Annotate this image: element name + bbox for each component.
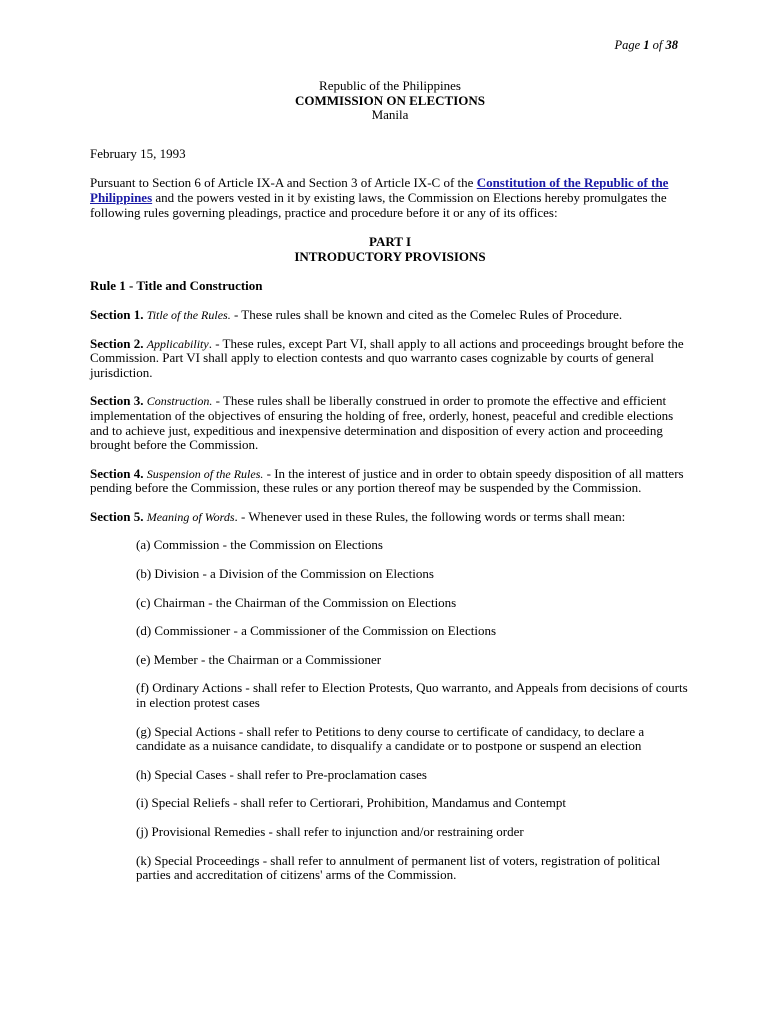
page-of-label: of <box>652 38 663 52</box>
section-title: Title of the Rules. <box>146 307 231 322</box>
definition-item: (f) Ordinary Actions - shall refer to Election Protests, Quo warranto, and Appeals from decisions of courts in election protest cases <box>136 680 688 711</box>
section-3 <box>90 394 690 452</box>
section-1 <box>90 308 690 323</box>
section-2 <box>90 337 690 381</box>
section-label: Section 5. <box>90 508 144 524</box>
section-title: Applicability <box>146 336 209 351</box>
section-title: Construction. <box>146 394 213 409</box>
intro-paragraph <box>90 176 690 220</box>
rule-heading: Rule 1 - Title and Construction <box>90 278 263 294</box>
section-text: - These rules shall be known and cited as the Comelec Rules of Procedure. <box>230 306 623 322</box>
definition-item: (a) Commission - the Commission on Elections <box>136 537 383 553</box>
header-commission: COMMISSION ON ELECTIONS <box>295 92 485 108</box>
section-text: - These rules shall be liberally construed in order to promote the effective and efficient implementation of the objectives of ensuring the holding of free, orderly, honest, peaceful and credible elections and to achieve just, expeditious and inexpensive determination and disposition of every action and proceeding brought before the Commission. <box>90 393 674 453</box>
page-indicator <box>614 38 678 53</box>
part-heading <box>90 235 690 264</box>
part-subtitle: INTRODUCTORY PROVISIONS <box>294 248 486 264</box>
definition-item: (e) Member - the Chairman or a Commissioner <box>136 651 382 667</box>
section-title: Meaning of Words <box>146 509 235 524</box>
header-city: Manila <box>371 107 409 123</box>
section-title: Suspension of the Rules. <box>146 466 264 481</box>
section-label: Section 3. <box>90 393 144 409</box>
sections-list <box>90 308 690 525</box>
section-text: - In the interest of justice and in order to obtain speedy disposition of all matters pending before the Commission, these rules or any portion thereof may be suspended by the Commission. <box>90 465 684 496</box>
section-label: Section 2. <box>90 335 144 351</box>
document-header <box>90 79 690 123</box>
definition-item: (j) Provisional Remedies - shall refer to injunction and/or restraining order <box>136 824 524 839</box>
definition-item: (k) Special Proceedings - shall refer to annulment of permanent list of voters, registration of political parties and accreditation of citizens' arms of the Commission. <box>136 852 661 883</box>
header-republic: Republic of the Philippines <box>319 78 461 93</box>
document-date: February 15, 1993 <box>90 145 186 161</box>
definition-item: (g) Special Actions - shall refer to Petitions to deny course to certificate of candidacy, to declare a candidate as a nuisance candidate, to disqualify a candidate or to postpone or suspend an election <box>136 723 645 754</box>
definition-item: (b) Division - a Division of the Commission on Elections <box>136 566 434 582</box>
section-5 <box>90 510 690 525</box>
constitution-link[interactable]: Constitution of the Republic of the Philippines <box>90 175 669 205</box>
definition-item: (i) Special Reliefs - shall refer to Certiorari, Prohibition, Mandamus and Contempt <box>136 795 566 811</box>
page-total: 38 <box>665 38 678 52</box>
page-current: 1 <box>643 38 650 52</box>
definitions-list <box>136 538 690 882</box>
section-text: . - Whenever used in these Rules, the following words or terms shall mean: <box>234 508 626 524</box>
document-body <box>90 79 690 883</box>
definition-item: (d) Commissioner - a Commissioner of the Commission on Elections <box>136 623 497 639</box>
definition-item: (c) Chairman - the Chairman of the Commission on Elections <box>136 594 457 610</box>
definition-item: (h) Special Cases - shall refer to Pre-proclamation cases <box>136 766 427 782</box>
section-text: . - These rules, except Part VI, shall apply to all actions and proceedings brought before the Commission. Part VI shall apply to election contests and quo warranto cases cognizable by courts of general jurisdiction. <box>90 335 684 380</box>
page-label: Page <box>614 38 641 52</box>
intro-text-after: and the powers vested in it by existing laws, the Commission on Elections hereby promulgates the following rules governing pleadings, practice and procedure before it or any of its offices: <box>90 189 667 220</box>
section-4 <box>90 467 690 496</box>
section-label: Section 4. <box>90 465 144 481</box>
part-title: PART I <box>368 234 412 250</box>
section-label: Section 1. <box>90 306 144 322</box>
intro-text-before: Pursuant to Section 6 of Article IX-A and Section 3 of Article IX-C of the <box>90 175 477 191</box>
